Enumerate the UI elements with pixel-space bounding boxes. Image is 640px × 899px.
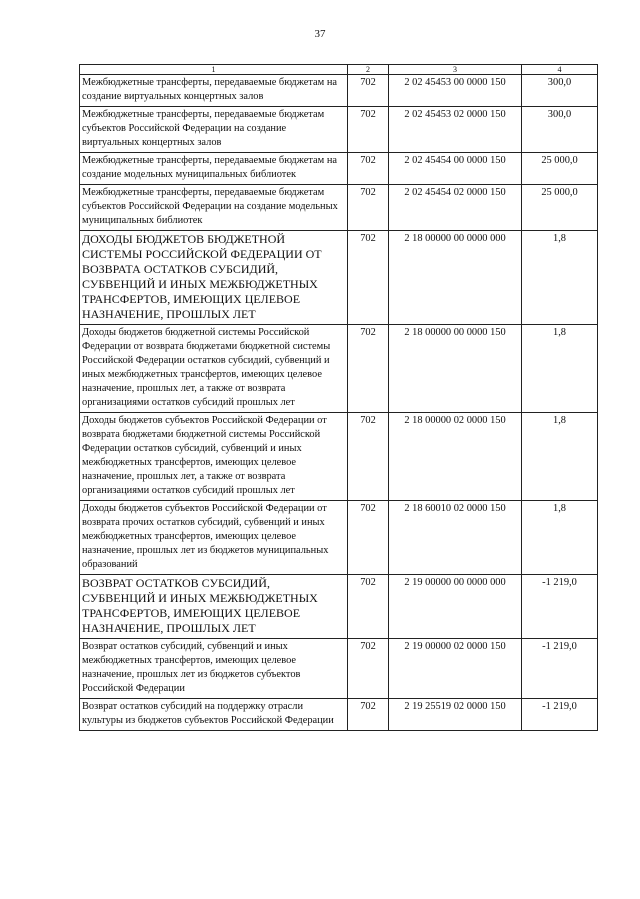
row-admin-code: 702 <box>348 107 389 153</box>
row-amount: 1,8 <box>522 231 598 325</box>
row-admin-code: 702 <box>348 699 389 731</box>
row-amount: 1,8 <box>522 413 598 501</box>
row-name: Доходы бюджетов субъектов Российской Федерации от возврата прочих остатков субсидий, субвенций и иных межбюджетных трансфертов, имеющих целевое назначение, прошлых лет из бюджетов муниципальных образований <box>80 501 348 575</box>
row-budget-code: 2 19 00000 00 0000 000 <box>389 575 522 639</box>
header-row <box>80 65 598 75</box>
table-row <box>80 699 598 731</box>
table-row <box>80 325 598 413</box>
row-amount: -1 219,0 <box>522 699 598 731</box>
row-admin-code: 702 <box>348 185 389 231</box>
header-col-3: 3 <box>389 65 522 75</box>
row-admin-code: 702 <box>348 231 389 325</box>
table-row <box>80 107 598 153</box>
row-amount: 25 000,0 <box>522 153 598 185</box>
row-name: Возврат остатков субсидий на поддержку отрасли культуры из бюджетов субъектов Российской Федерации <box>80 699 348 731</box>
row-name: ДОХОДЫ БЮДЖЕТОВ БЮДЖЕТНОЙ СИСТЕМЫ РОССИЙСКОЙ ФЕДЕРАЦИИ ОТ ВОЗВРАТА ОСТАТКОВ СУБСИДИЙ, СУБВЕНЦИЙ И ИНЫХ МЕЖБЮДЖЕТНЫХ ТРАНСФЕРТОВ, ИМЕЮЩИХ ЦЕЛЕВОЕ НАЗНАЧЕНИЕ, ПРОШЛЫХ ЛЕТ <box>80 231 348 325</box>
row-budget-code: 2 19 00000 02 0000 150 <box>389 639 522 699</box>
row-budget-code: 2 02 45454 02 0000 150 <box>389 185 522 231</box>
table-row <box>80 501 598 575</box>
row-budget-code: 2 02 45453 00 0000 150 <box>389 75 522 107</box>
row-name: Доходы бюджетов субъектов Российской Федерации от возврата бюджетами бюджетной системы Российской Федерации остатков субсидий, субвенций и иных межбюджетных трансфертов, имеющих целевое назначение, прошлых лет, а также от возврата организациями остатков субсидий прошлых лет <box>80 413 348 501</box>
table-row <box>80 153 598 185</box>
page-number: 37 <box>314 28 326 40</box>
row-name: Межбюджетные трансферты, передаваемые бюджетам на создание виртуальных концертных залов <box>80 75 348 107</box>
table-row <box>80 575 598 639</box>
row-amount: 1,8 <box>522 501 598 575</box>
row-amount: 300,0 <box>522 75 598 107</box>
row-admin-code: 702 <box>348 413 389 501</box>
row-budget-code: 2 02 45454 00 0000 150 <box>389 153 522 185</box>
row-budget-code: 2 18 60010 02 0000 150 <box>389 501 522 575</box>
row-amount: 1,8 <box>522 325 598 413</box>
row-name: Межбюджетные трансферты, передаваемые бюджетам субъектов Российской Федерации на создание модельных муниципальных библиотек <box>80 185 348 231</box>
table-row <box>80 413 598 501</box>
row-amount: 25 000,0 <box>522 185 598 231</box>
row-admin-code: 702 <box>348 153 389 185</box>
row-admin-code: 702 <box>348 501 389 575</box>
header-col-4: 4 <box>522 65 598 75</box>
row-budget-code: 2 18 00000 00 0000 000 <box>389 231 522 325</box>
row-admin-code: 702 <box>348 325 389 413</box>
row-budget-code: 2 18 00000 02 0000 150 <box>389 413 522 501</box>
table-row <box>80 639 598 699</box>
row-admin-code: 702 <box>348 639 389 699</box>
row-name: Доходы бюджетов бюджетной системы Российской Федерации от возврата бюджетами бюджетной системы Российской Федерации остатков субсидий, субвенций и иных межбюджетных трансфертов, имеющих целевое назначение, прошлых лет, а также от возврата организациями остатков субсидий прошлых лет <box>80 325 348 413</box>
row-amount: 300,0 <box>522 107 598 153</box>
row-name: Межбюджетные трансферты, передаваемые бюджетам на создание модельных муниципальных библиотек <box>80 153 348 185</box>
row-name: ВОЗВРАТ ОСТАТКОВ СУБСИДИЙ, СУБВЕНЦИЙ И ИНЫХ МЕЖБЮДЖЕТНЫХ ТРАНСФЕРТОВ, ИМЕЮЩИХ ЦЕЛЕВОЕ НАЗНАЧЕНИЕ, ПРОШЛЫХ ЛЕТ <box>80 575 348 639</box>
row-budget-code: 2 02 45453 02 0000 150 <box>389 107 522 153</box>
row-amount: -1 219,0 <box>522 575 598 639</box>
row-budget-code: 2 19 25519 02 0000 150 <box>389 699 522 731</box>
budget-table <box>79 64 598 731</box>
table-row <box>80 185 598 231</box>
row-name: Межбюджетные трансферты, передаваемые бюджетам субъектов Российской Федерации на создание виртуальных концертных залов <box>80 107 348 153</box>
row-budget-code: 2 18 00000 00 0000 150 <box>389 325 522 413</box>
header-col-2: 2 <box>348 65 389 75</box>
row-admin-code: 702 <box>348 75 389 107</box>
row-name: Возврат остатков субсидий, субвенций и иных межбюджетных трансфертов, имеющих целевое назначение, прошлых лет из бюджетов субъектов Российской Федерации <box>80 639 348 699</box>
row-amount: -1 219,0 <box>522 639 598 699</box>
header-col-1: 1 <box>80 65 348 75</box>
table-row <box>80 231 598 325</box>
row-admin-code: 702 <box>348 575 389 639</box>
table-row <box>80 75 598 107</box>
